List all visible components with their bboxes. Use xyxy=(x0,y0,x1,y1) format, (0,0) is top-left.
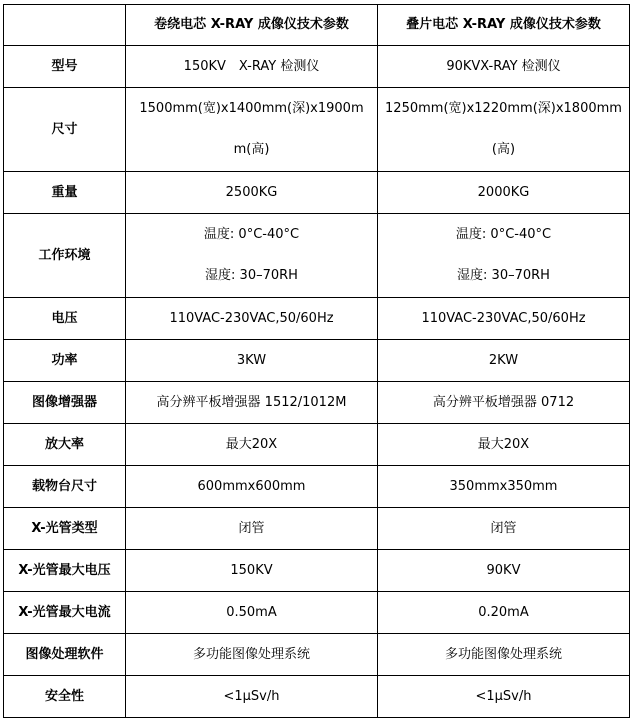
value-line: 1250mm(宽)x1220mm(深)x1800mm xyxy=(385,101,622,116)
row-label: 载物台尺寸 xyxy=(4,466,126,508)
winding-value: 多功能图像处理系统 xyxy=(126,634,378,676)
winding-value: 0.50mA xyxy=(126,592,378,634)
row-label: 重量 xyxy=(4,172,126,214)
row-label: 型号 xyxy=(4,46,126,88)
winding-value: 150KV xyxy=(126,550,378,592)
value-line: 湿度: 30–70RH xyxy=(205,268,298,283)
row-label: 尺寸 xyxy=(4,88,126,172)
row-label: X-光管最大电压 xyxy=(4,550,126,592)
table-row xyxy=(4,424,630,466)
stacking-value: 2KW xyxy=(378,340,630,382)
table-row xyxy=(4,340,630,382)
stacking-value: 0.20mA xyxy=(378,592,630,634)
winding-value: 150KV X-RAY 检测仪 xyxy=(126,46,378,88)
row-label: 功率 xyxy=(4,340,126,382)
value-line: m(高) xyxy=(233,142,270,157)
stacking-value: 90KV xyxy=(378,550,630,592)
row-label: 电压 xyxy=(4,298,126,340)
winding-value: 最大20X xyxy=(126,424,378,466)
winding-value: 2500KG xyxy=(126,172,378,214)
stacking-value xyxy=(378,214,630,298)
row-label: X-光管最大电流 xyxy=(4,592,126,634)
stacking-value: 高分辨平板增强器 0712 xyxy=(378,382,630,424)
winding-value: 600mmx600mm xyxy=(126,466,378,508)
value-line: 湿度: 30–70RH xyxy=(457,268,550,283)
stacking-value: 最大20X xyxy=(378,424,630,466)
table-row xyxy=(4,172,630,214)
table-row xyxy=(4,88,630,172)
value-line: (高) xyxy=(491,142,516,157)
table-row xyxy=(4,550,630,592)
table-row xyxy=(4,382,630,424)
header-empty xyxy=(4,5,126,46)
stacking-value xyxy=(378,88,630,172)
table-row xyxy=(4,214,630,298)
spec-table xyxy=(3,4,630,718)
table-row xyxy=(4,298,630,340)
row-label: 安全性 xyxy=(4,676,126,718)
row-label: 工作环境 xyxy=(4,214,126,298)
stacking-value: 多功能图像处理系统 xyxy=(378,634,630,676)
row-label: 图像处理软件 xyxy=(4,634,126,676)
table-row xyxy=(4,634,630,676)
header-winding: 卷绕电芯 X-RAY 成像仪技术参数 xyxy=(126,5,378,46)
value-line: 温度: 0°C-40°C xyxy=(455,227,552,242)
winding-value: 110VAC-230VAC,50/60Hz xyxy=(126,298,378,340)
table-row xyxy=(4,508,630,550)
header-stacking: 叠片电芯 X-RAY 成像仪技术参数 xyxy=(378,5,630,46)
stacking-value: <1μSv/h xyxy=(378,676,630,718)
table-header-row xyxy=(4,5,630,46)
stacking-value: 闭管 xyxy=(378,508,630,550)
row-label: 放大率 xyxy=(4,424,126,466)
stacking-value: 90KVX-RAY 检测仪 xyxy=(378,46,630,88)
value-line: 1500mm(宽)x1400mm(深)x1900m xyxy=(139,101,364,116)
winding-value: 3KW xyxy=(126,340,378,382)
winding-value: 闭管 xyxy=(126,508,378,550)
winding-value xyxy=(126,214,378,298)
table-row xyxy=(4,466,630,508)
stacking-value: 350mmx350mm xyxy=(378,466,630,508)
table-row xyxy=(4,676,630,718)
table-row xyxy=(4,46,630,88)
table-row xyxy=(4,592,630,634)
stacking-value: 2000KG xyxy=(378,172,630,214)
stacking-value: 110VAC-230VAC,50/60Hz xyxy=(378,298,630,340)
winding-value: <1μSv/h xyxy=(126,676,378,718)
row-label: X-光管类型 xyxy=(4,508,126,550)
winding-value: 高分辨平板增强器 1512/1012M xyxy=(126,382,378,424)
row-label: 图像增强器 xyxy=(4,382,126,424)
value-line: 温度: 0°C-40°C xyxy=(203,227,300,242)
winding-value xyxy=(126,88,378,172)
